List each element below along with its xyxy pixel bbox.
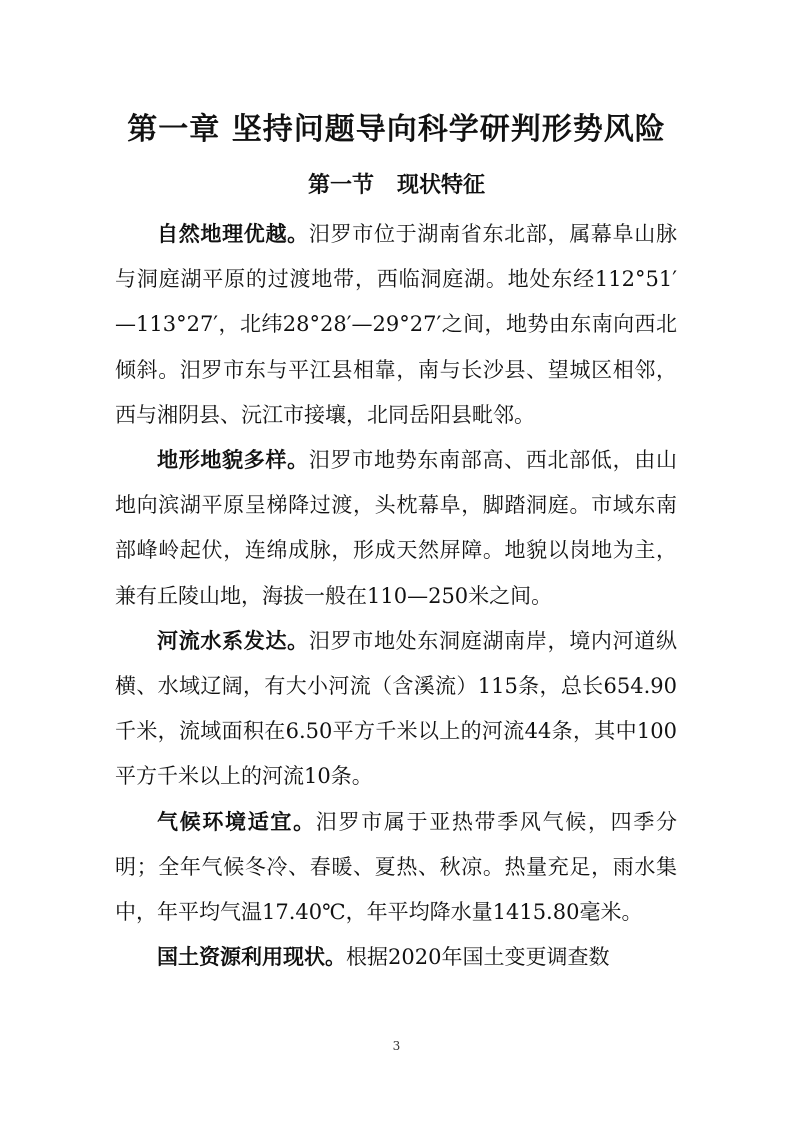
paragraph-rivers [115,619,677,800]
paragraph-climate [115,800,677,936]
paragraph-text: 汨罗市地处东洞庭湖南岸，境内河道纵横、水域辽阔，有大小河流（含溪流）115条，总长654.90千米，流域面积在6.50平方千米以上的河流44条，其中100平方千米以上的河流10条。 [115,628,678,789]
section-title: 第一节 现状特征 [308,173,485,198]
paragraph-text: 根据2020年国土变更调查数 [346,945,610,970]
paragraph-land-resources [115,935,677,980]
paragraph-lead: 地形地貌多样。 [157,448,309,473]
paragraph-text: 汨罗市地势东南部高、西北部低，由山地向滨湖平原呈梯降过渡，头枕幕阜，脚踏洞庭。市域东南部峰岭起伏，连绵成脉，形成天然屏障。地貌以岗地为主，兼有丘陵山地，海拔一般在110—250米之间。 [115,448,678,608]
paragraph-natural-geography [115,212,677,438]
paragraph-text: 汨罗市位于湖南省东北部，属幕阜山脉与洞庭湖平原的过渡地带，西临洞庭湖。地处东经112°51′—113°27′，北纬28°28′—29°27′之间，地势由东南向西北倾斜。汨罗市东与平江县相靠，南与长沙县、望城区相邻，西与湘阴县、沅江市接壤，北同岳阳县毗邻。 [115,222,678,427]
page-number: 3 [392,1039,401,1053]
paragraph-lead: 自然地理优越。 [157,222,309,246]
chapter-title: 第一章 坚持问题导向科学研判形势风险 [127,112,666,147]
paragraph-text: 汨罗市属于亚热带季风气候，四季分明；全年气候冬冷、春暖、夏热、秋凉。热量充足，雨水集中，年平均气温17.40℃，年平均降水量1415.80毫米。 [115,809,678,925]
paragraph-terrain [115,438,677,619]
paragraph-lead: 气候环境适宜。 [157,809,316,834]
body-text [115,212,677,980]
paragraph-lead: 国土资源利用现状。 [157,945,346,970]
paragraph-lead: 河流水系发达。 [157,628,309,653]
